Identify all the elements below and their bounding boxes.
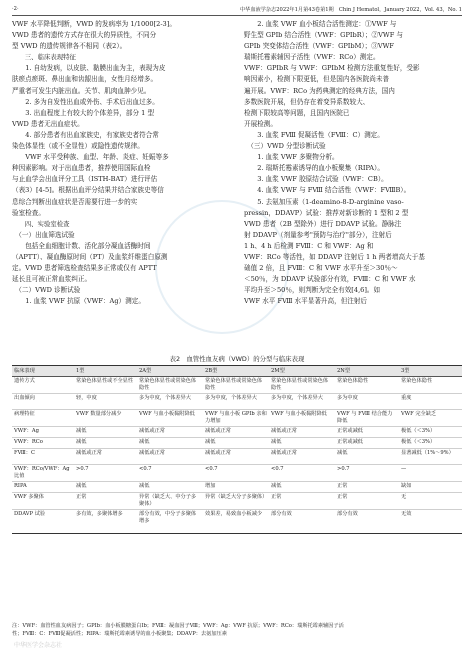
text-line: pressin，DDAVP）试验：推荐对新诊断的 1 型和 2 型 bbox=[244, 208, 409, 217]
text-line: 检测下限较高等问题，且国内医院已 bbox=[244, 108, 350, 117]
text-line: 1. 血浆 VWF 多聚物分析。 bbox=[257, 153, 339, 162]
note-line: 注：VWF：血管性血友病因子；GPⅠb：血小板膜糖蛋白Ⅰb；FⅧ：凝血因子Ⅷ；VWF：Ag：VWF 抗原；VWF：RCo：瑞斯托霉素辅因子活 bbox=[12, 623, 344, 629]
text-line: 瑞斯托霉素辅因子活性（VWF：RCo）测定。 bbox=[244, 53, 380, 62]
table-cell: 正常或减低 bbox=[335, 427, 399, 438]
table-cell: 部分有效 bbox=[335, 510, 399, 534]
table-row bbox=[12, 410, 462, 427]
text-line: 多数医院开展，但仍存在着变异系数较大、 bbox=[244, 97, 370, 106]
row-label-cell: FⅧ：C bbox=[12, 449, 74, 465]
row-label-cell: VWF 多聚体 bbox=[12, 493, 74, 510]
table-cell: 正常 bbox=[269, 493, 335, 510]
text-line: VWD 患者的遗传方式存在很大的异质性，不同分 bbox=[12, 31, 157, 40]
table-header-cell: 2A型 bbox=[137, 366, 203, 377]
row-label-cell: VWF：RCo/VWF：Ag 比值 bbox=[12, 465, 74, 482]
table-cell: 减低 bbox=[269, 482, 335, 493]
table-row bbox=[12, 427, 462, 438]
table-cell: 减低或正常 bbox=[74, 449, 137, 465]
table-cell: <0.7 bbox=[269, 465, 335, 482]
table-cell: 减低或正常 bbox=[203, 449, 269, 465]
text-line: 延长且可被正常血浆纠正。 bbox=[12, 275, 92, 284]
text-line: 1. 血浆 VWF 抗原（VWF：Ag）测定。 bbox=[25, 297, 145, 306]
table-cell: 异常（缺乏大分子多聚体） bbox=[203, 493, 269, 510]
table-cell: 多为中度，个体差异大 bbox=[203, 394, 269, 410]
table-cell: 极低（＜3%） bbox=[399, 438, 462, 449]
table-cell: 常染色体显性或常染色体隐性 bbox=[269, 377, 335, 394]
table-cell: 常染色体显性或不全显性 bbox=[74, 377, 137, 394]
table-body bbox=[12, 377, 462, 534]
table-cell: 减低或正常 bbox=[203, 427, 269, 438]
text-line: （APTT）、凝血酶原时间（PT）及血浆纤维蛋白原测 bbox=[12, 252, 168, 261]
text-line: 1. 自幼发病，以皮肤、黏膜出血为主，表现为皮 bbox=[25, 64, 166, 73]
table-row bbox=[12, 377, 462, 394]
text-line: 2. 瑞斯托霉素诱导的血小板聚集（RIPA）。 bbox=[257, 164, 384, 173]
table-cell: 减低 bbox=[335, 449, 399, 465]
table-cell: 减低 bbox=[137, 438, 203, 449]
text-line: 野生型 GPⅠb 结合活性（VWF：GPⅠbR）；②VWF 与 bbox=[244, 31, 403, 40]
table-row bbox=[12, 449, 462, 465]
text-line: 遍开展。VWF：RCo 为药典测定的经典方法，国内 bbox=[244, 86, 395, 95]
table-cell: 减低 bbox=[203, 438, 269, 449]
table-row bbox=[12, 510, 462, 534]
table-cell: VWF 与 FⅧ 结合能力降低 bbox=[335, 410, 399, 427]
table-header-cell: 2B型 bbox=[203, 366, 269, 377]
table-cell: 部分有效 bbox=[269, 510, 335, 534]
text-line: 2. 血浆 VWF 血小板结合活性测定：①VWF 与 bbox=[257, 20, 397, 28]
table-cell: 正常 bbox=[335, 482, 399, 493]
table-cell: 显著减低（1%～9%） bbox=[399, 449, 462, 465]
row-label-cell: VWF：RCo bbox=[12, 438, 74, 449]
table-header-row bbox=[12, 366, 462, 377]
table-cell: 缺如 bbox=[399, 482, 462, 493]
text-line: 型 VWD 的遗传规律各不相同（表2）。 bbox=[12, 42, 127, 51]
text-line: VWF：RCo 等活性，如 DDAVP 注射后 1 h 两者增高大于基 bbox=[244, 252, 425, 261]
text-line: VWF 水平受种族、血型、年龄、炎症、妊娠等多 bbox=[25, 153, 169, 162]
table-cell: VWF 与血小板 GPⅠb 亲和力增加 bbox=[203, 410, 269, 427]
table-header-cell: 2N型 bbox=[335, 366, 399, 377]
text-line: 开展检测。 bbox=[244, 119, 277, 128]
text-line: （一）出血筛选试验 bbox=[12, 230, 75, 239]
table-cell: VWF 数量部分减少 bbox=[74, 410, 137, 427]
table-row bbox=[12, 493, 462, 510]
table-cell: — bbox=[399, 465, 462, 482]
table-cell: 正常 bbox=[335, 493, 399, 510]
row-label-cell: VWF：Ag bbox=[12, 427, 74, 438]
text-line: VWD 患者（2B 型除外）进行 DDAVP 试验。静脉注 bbox=[244, 219, 402, 228]
text-line: 验室检查。 bbox=[12, 208, 45, 217]
header-rule bbox=[12, 15, 462, 16]
text-line: 四、实验室检查 bbox=[12, 219, 70, 228]
table-cell: 极低（＜3%） bbox=[399, 427, 462, 438]
publisher-footer: 中华医学会杂志社 bbox=[14, 642, 63, 649]
table-cell: 常染色体显性或常染色体隐性 bbox=[203, 377, 269, 394]
table-row bbox=[12, 394, 462, 410]
table-cell: 减低 bbox=[74, 438, 137, 449]
text-line: 2. 多为自发性出血或外伤、手术后出血过多。 bbox=[25, 97, 159, 106]
text-line: 息综合判断出血症状是否需要行进一步的实 bbox=[12, 197, 138, 206]
text-line: 包括全血细胞计数、活化部分凝血活酶时间 bbox=[25, 241, 151, 250]
text-line: 3. 血浆 FⅧ 促凝活性（FⅧ：C）测定。 bbox=[257, 130, 384, 139]
table-cell: 常染色体显性或常染色体隐性 bbox=[137, 377, 203, 394]
table-cell: 常染色体隐性 bbox=[399, 377, 462, 394]
note-line: 性；FⅧ：C：FⅧ促凝活性；RIPA：瑞斯托霉素诱导的血小板聚集；DDAVP：去氨加压素 bbox=[12, 631, 227, 637]
table-cell: 异常（缺乏大、中分子多聚体） bbox=[137, 493, 203, 510]
table-cell: 重度 bbox=[399, 394, 462, 410]
table-cell: 效果差，易致血小板减少 bbox=[203, 510, 269, 534]
table-cell: 部分有效，中分子多聚体增多 bbox=[137, 510, 203, 534]
text-line: 与止血学会出血评分工具（ISTH-BAT）进行评估 bbox=[12, 175, 158, 184]
table-title: 表2 血管性血友病（VWD）的分型与临床表现 bbox=[169, 355, 305, 363]
text-line: 5. 去氨加压素（1-deamino-8-D-arginine vaso- bbox=[257, 197, 404, 206]
table-cell: 减低或正常 bbox=[137, 449, 203, 465]
left-column bbox=[12, 19, 230, 307]
table-cell: 减低 bbox=[74, 482, 137, 493]
table-cell: >0.7 bbox=[335, 465, 399, 482]
table-cell: 减低或正常 bbox=[137, 427, 203, 438]
table-cell: 减低 bbox=[137, 482, 203, 493]
table-cell: >0.7 bbox=[74, 465, 137, 482]
text-line: 种因素影响。对于出血患者，推荐使用国际血栓 bbox=[12, 164, 151, 173]
row-label-cell: 病理特征 bbox=[12, 410, 74, 427]
text-line: VWF：GPⅠbR 与 VWF：GPⅠbM 检测方法重复性好，受影 bbox=[244, 64, 420, 73]
table-row bbox=[12, 482, 462, 493]
row-label-cell: 遗传方式 bbox=[12, 377, 74, 394]
table-header-cell: 临床表现 bbox=[12, 366, 74, 377]
table-cell: 减低 bbox=[74, 427, 137, 438]
journal-citation: 中华血液学杂志2022年1月第43卷第1期 Chin J Hematol，January 2022，Vol. 43，No. 1 bbox=[239, 7, 462, 13]
table-cell: VWF 与血小板黏附降低 bbox=[137, 410, 203, 427]
table-cell: 正常或减低 bbox=[335, 438, 399, 449]
table-cell: 减低或正常 bbox=[269, 427, 335, 438]
table-header-cell: 2M型 bbox=[269, 366, 335, 377]
text-line: VWD 患者无出血症状。 bbox=[12, 119, 84, 128]
table-cell: 无效 bbox=[399, 510, 462, 534]
text-line: （三）VWD 分型诊断试验 bbox=[244, 142, 326, 151]
text-line: （二）VWD 诊断试验 bbox=[12, 286, 81, 295]
page-number: ·2· bbox=[12, 6, 19, 12]
right-column bbox=[244, 19, 462, 307]
table-cell: 多为中度，个体差异大 bbox=[269, 394, 335, 410]
text-line: 三、临床表现特征 bbox=[12, 53, 76, 62]
text-line: VWF 水平 FⅧ 水平显著升高，但注射后 bbox=[244, 297, 368, 306]
table-cell: <0.7 bbox=[203, 465, 269, 482]
table-header-cell: 3型 bbox=[399, 366, 462, 377]
table-cell: 轻，中度 bbox=[74, 394, 137, 410]
table-container bbox=[12, 365, 462, 534]
table-row bbox=[12, 465, 462, 482]
table-cell: 减低或正常 bbox=[269, 449, 335, 465]
text-line: GPⅠb 突变体结合活性（VWF：GPⅠbM）；③VWF bbox=[244, 42, 394, 51]
text-line: VWF 水平降低判断，VWD 的发病率为 1/1000[2-3]。 bbox=[12, 20, 176, 28]
vwd-classification-table bbox=[12, 365, 462, 534]
table-cell: 多为中度 bbox=[335, 394, 399, 410]
row-label-cell: 出血倾向 bbox=[12, 394, 74, 410]
text-line: 定。VWD 患者筛选检查结果多正常或仅有 APTT bbox=[12, 264, 157, 273]
text-line: 3. 出血程度上有较大的个体差异，部分 1 型 bbox=[25, 108, 155, 117]
text-line: 1 h、4 h 后检测 FⅧ：C 和 VWF：Ag 和 bbox=[244, 241, 374, 250]
text-line: 4. 血浆 VWF 与 FⅧ 结合活性（VWF：FⅧB）。 bbox=[257, 186, 411, 195]
text-line: 严重者可发生内脏出血。关节、肌肉血肿少见。 bbox=[12, 86, 151, 95]
text-line: 平均升至＞50％，则判断为完全有效[4,6]。如 bbox=[244, 286, 381, 295]
table-cell: 正常 bbox=[74, 493, 137, 510]
table-cell: 增加 bbox=[203, 482, 269, 493]
table-cell: 减低 bbox=[269, 438, 335, 449]
row-label-cell: DDAVP 试验 bbox=[12, 510, 74, 534]
table-cell: VWF 完全缺乏 bbox=[399, 410, 462, 427]
table-cell: 常染色体隐性 bbox=[335, 377, 399, 394]
table-cell: VWF 与血小板黏附降低 bbox=[269, 410, 335, 427]
table-cell: 多有效，多聚体增多 bbox=[74, 510, 137, 534]
text-line: 响因素小，检测下限更低，但是国内各医院尚未普 bbox=[244, 75, 390, 84]
row-label-cell: RIPA bbox=[12, 482, 74, 493]
text-line: 肤瘀点瘀斑、鼻出血和齿龈出血，女性月经增多。 bbox=[12, 75, 158, 84]
text-line: 3. 血浆 VWF 胶原结合试验（VWF：CB）。 bbox=[257, 175, 388, 184]
text-line: 础值 2 倍，且 FⅧ：C 和 VWF 水平升至＞30％～ bbox=[244, 264, 398, 273]
table-cell: <0.7 bbox=[137, 465, 203, 482]
table-cell: 无 bbox=[399, 493, 462, 510]
text-line: 4. 部分患者有出血家族史，有家族史者符合常 bbox=[25, 130, 159, 139]
text-line: 射 DDAVP（剂量参考"预防与治疗"部分），注射后 bbox=[244, 230, 392, 239]
table-row bbox=[12, 438, 462, 449]
table-header-cell: 1型 bbox=[74, 366, 137, 377]
text-line: 染色体显性（或不全显性）或隐性遗传规律。 bbox=[12, 142, 144, 151]
text-line: （表3）[4-5]。根据出血评分结果并结合家族史等信 bbox=[12, 186, 164, 195]
text-line: ＜50％，为 DDAVP 试验部分有效，FⅧ：C 和 VWF 水 bbox=[244, 275, 416, 284]
table-note bbox=[12, 622, 462, 638]
table-cell: 多为中度，个体差异大 bbox=[137, 394, 203, 410]
